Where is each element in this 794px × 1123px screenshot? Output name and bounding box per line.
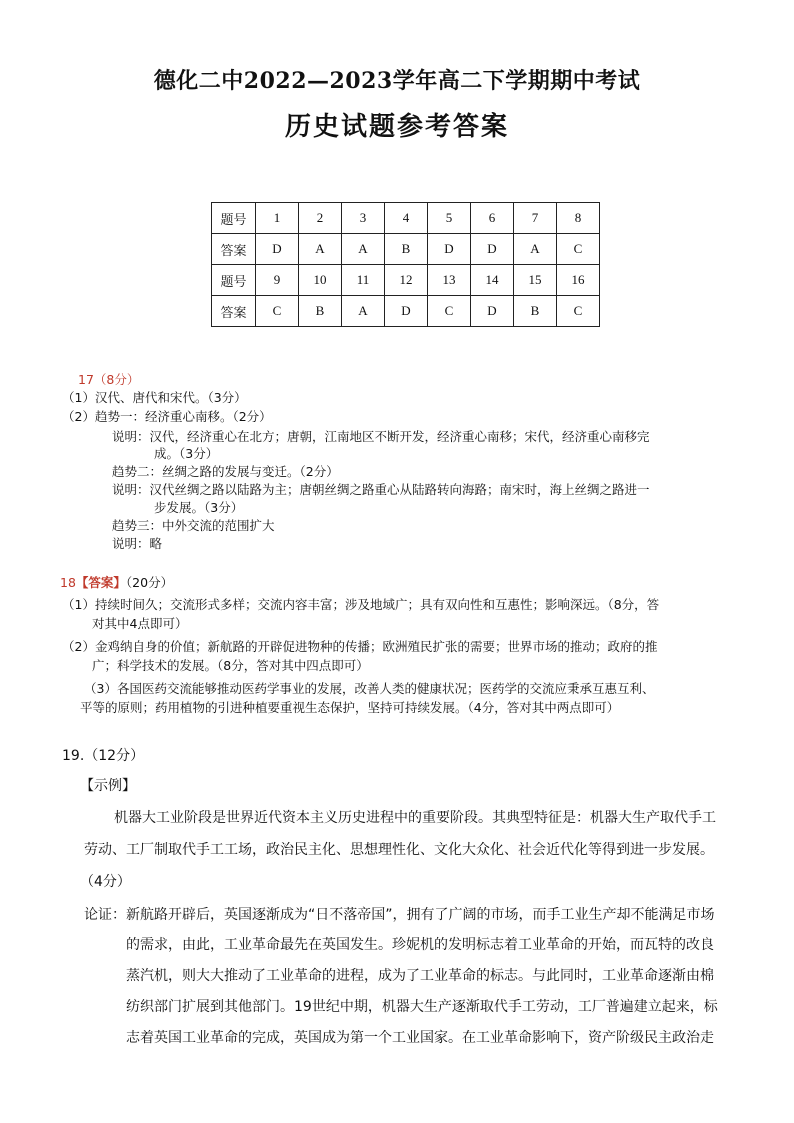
table-cell: D <box>385 296 428 327</box>
table-cell: 2 <box>299 203 342 234</box>
q17-line: 趋势二：丝绸之路的发展与变迁。（2分） <box>112 464 339 479</box>
table-cell: 15 <box>514 265 557 296</box>
table-row <box>212 296 600 327</box>
table-cell: 14 <box>471 265 514 296</box>
table-cell: 11 <box>342 265 385 296</box>
table-cell: D <box>471 296 514 327</box>
row-label: 答案 <box>212 234 256 265</box>
table-cell: 5 <box>428 203 471 234</box>
table-cell: 1 <box>256 203 299 234</box>
table-cell: 6 <box>471 203 514 234</box>
table-cell: A <box>299 234 342 265</box>
q19-argument-line: 蒸汽机，则大大推动了工业革命的进程，成为了工业革命的标志。与此同时，工业革命逐渐由棉 <box>126 968 714 984</box>
table-cell: 8 <box>557 203 600 234</box>
q17-line: 说明：汉代丝绸之路以陆路为主；唐朝丝绸之路重心从陆路转向海路；南宋时，海上丝绸之路进一 <box>112 482 650 497</box>
table-cell: C <box>428 296 471 327</box>
table-row <box>212 203 600 234</box>
table-row <box>212 265 600 296</box>
table-cell: 10 <box>299 265 342 296</box>
table-cell: 13 <box>428 265 471 296</box>
q19-argument-line: 志着英国工业革命的完成，英国成为第一个工业国家。在工业革命影响下，资产阶级民主政治走 <box>126 1030 714 1046</box>
answer-key-title: 历史试题参考答案 <box>284 112 509 142</box>
table-cell: 4 <box>385 203 428 234</box>
q18-line: 平等的原则；药用植物的引进种植要重视生态保护，坚持可持续发展。（4分，答对其中两点即可） <box>80 700 620 715</box>
table-cell: B <box>514 296 557 327</box>
table-cell: A <box>514 234 557 265</box>
table-cell: A <box>342 234 385 265</box>
table-cell: 12 <box>385 265 428 296</box>
table-cell: 3 <box>342 203 385 234</box>
q18-line: 广；科学技术的发展。（8分，答对其中四点即可） <box>92 658 369 673</box>
q19-argument-line: 纺织部门扩展到其他部门。19世纪中期，机器大生产逐渐取代手工劳动，工厂普遍建立起来，标 <box>126 999 718 1015</box>
q17-heading: 17（8分） <box>78 372 140 387</box>
table-cell: D <box>256 234 299 265</box>
q17-line: 趋势三：中外交流的范围扩大 <box>112 518 275 533</box>
q17-line: 说明：汉代，经济重心在北方；唐朝，江南地区不断开发，经济重心南移；宋代，经济重心南移完 <box>112 429 650 444</box>
q18-line: （2）金鸡纳自身的价值；新航路的开辟促进物种的传播；欧洲殖民扩张的需要；世界市场的推动；政府的推 <box>62 639 658 654</box>
q19-paragraph-line: 机器大工业阶段是世界近代资本主义历史进程中的重要阶段。其典型特征是：机器大生产取代手工 <box>114 810 716 826</box>
table-cell: 16 <box>557 265 600 296</box>
q17-line: （2）趋势一：经济重心南移。（2分） <box>62 409 272 424</box>
table-cell: C <box>256 296 299 327</box>
table-cell: C <box>557 234 600 265</box>
row-label: 题号 <box>212 265 256 296</box>
q17-line: 步发展。（3分） <box>154 500 244 515</box>
table-cell: D <box>428 234 471 265</box>
table-cell: A <box>342 296 385 327</box>
q18-line: （3）各国医药交流能够推动医药学事业的发展，改善人类的健康状况；医药学的交流应秉承互惠互利、 <box>84 681 655 696</box>
q18-score: （20分） <box>125 575 174 590</box>
table-cell: D <box>471 234 514 265</box>
q19-argument-line: 论证：新航路开辟后，英国逐渐成为“日不落帝国”，拥有了广阔的市场，而手工业生产却不能满足市场 <box>84 907 715 923</box>
answer-table <box>211 202 600 327</box>
table-cell: 7 <box>514 203 557 234</box>
q19-paragraph-line: （4分） <box>80 874 131 890</box>
q18-heading <box>60 574 173 592</box>
q19-argument-line: 的需求，由此，工业革命最先在英国发生。珍妮机的发明标志着工业革命的开始，而瓦特的改良 <box>126 937 714 953</box>
exam-title: 德化二中2022—2023学年高二下学期期中考试 <box>153 68 641 94</box>
q17-line: （1）汉代、唐代和宋代。（3分） <box>62 390 247 405</box>
table-cell: C <box>557 296 600 327</box>
q19-heading: 19.（12分） <box>62 748 145 764</box>
table-cell: B <box>385 234 428 265</box>
row-label: 题号 <box>212 203 256 234</box>
q18-line: 对其中4点即可） <box>92 616 188 631</box>
table-row <box>212 234 600 265</box>
q19-paragraph-line: 劳动、工厂制取代手工工场，政治民主化、思想理性化、文化大众化、社会近代化等得到进一步发展。 <box>84 842 714 858</box>
q18-number: 18 <box>60 575 76 590</box>
q17-line: 说明：略 <box>112 536 163 551</box>
q17-line: 成。（3分） <box>154 446 219 461</box>
table-cell: B <box>299 296 342 327</box>
row-label: 答案 <box>212 296 256 327</box>
table-cell: 9 <box>256 265 299 296</box>
q18-answer-tag: 【答案】 <box>75 575 126 590</box>
q18-line: （1）持续时间久；交流形式多样；交流内容丰富；涉及地域广；具有双向性和互惠性；影响深远。（8分，答 <box>62 597 660 612</box>
q19-example-tag: 【示例】 <box>80 778 136 794</box>
